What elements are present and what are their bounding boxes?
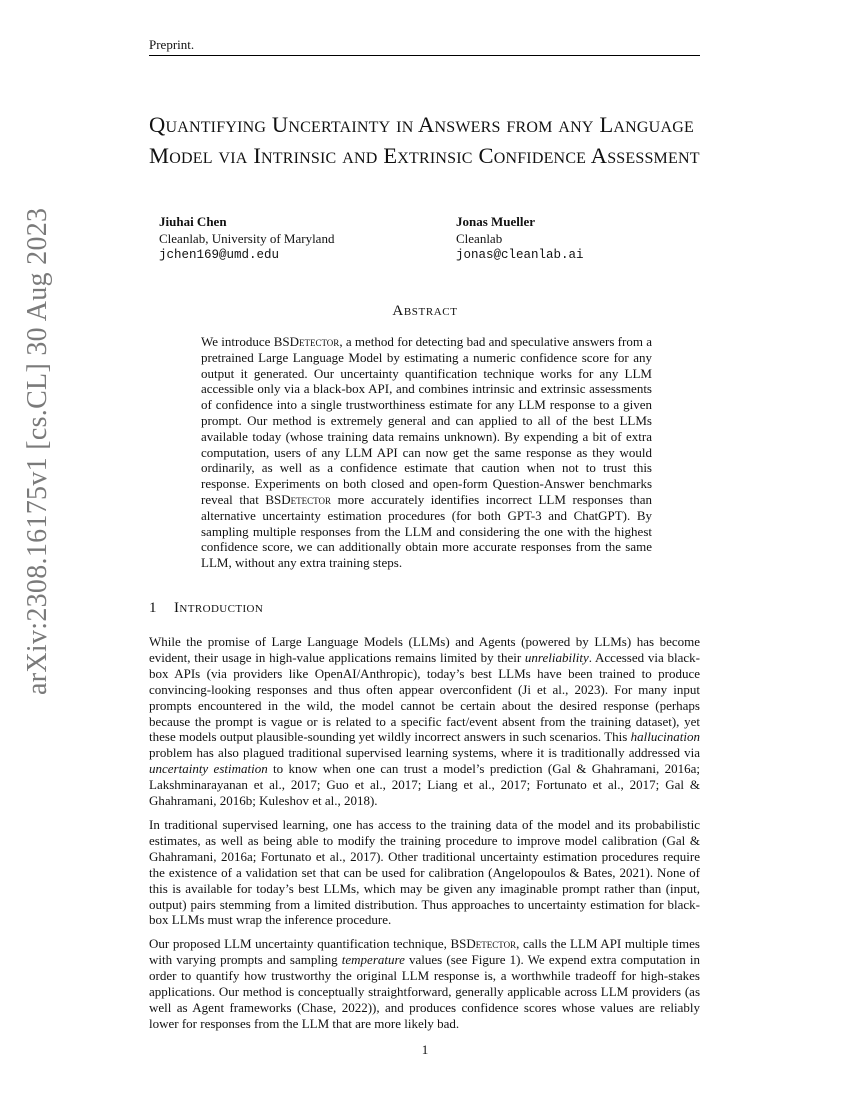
running-head: Preprint. [149,37,195,52]
body-paragraph: In traditional supervised learning, one has access to the training data of the model and its probabilistic estimates, as well as being able to modify the training procedure to improve model calibration (Gal & Ghahramani, 2016a; Fortunato et al., 2017). Other traditional uncertainty estimation procedures require the existence of a validation set that can be used for calibration (Angelopoulos & Bates, 2021). None of this is available for today’s best LLMs, which may be given any imaginable prompt rather than (input, output) pairs stemming from a limited distribution. Thus approaches to uncertainty estimation for black-box LLMs must wrap the inference procedure. [149,816,700,928]
body-paragraph: Our proposed LLM uncertainty quantification technique, BSDetector, calls the LLM API multiple times with varying prompts and sampling temperature values (see Figure 1). We expend extra computation in order to quantify how trustworthy the original LLM response is, a worthwhile tradeoff for high-stakes applications. Our method is conceptually straightforward, generally applicable across LLM providers (as well as Agent frameworks (Chase, 2022)), and produces confidence scores whose values are reliably lower for responses from the LLM that are more likely bad. [149,936,701,1031]
author-affiliation: Cleanlab, University of Maryland [159,230,335,246]
section-number: 1 [149,600,157,616]
author-email: jchen169@umd.edu [159,248,280,262]
method-name: BSDetector [273,334,340,349]
introduction-body [149,634,700,1040]
body-paragraph: While the promise of Large Language Models (LLMs) and Agents (powered by LLMs) has become evident, their usage in high-value applications remains limited by their unreliability. Accessed via black-box APIs (via providers like OpenAI/Anthropic), today’s best LLMs have been trained to produce convincing-looking responses and thus often appear overconfident (Ji et al., 2023). For many input prompts encountered in the wild, the model cannot be certain about the desired response (perhaps because the prompt is vague or is related to a specific fact/event absent from the training dataset), yet these models output plausible-sounding yet wildly incorrect answers in such scenarios. This hallucination problem has also plagued traditional supervised learning systems, where it is traditionally addressed via uncertainty estimation to know when one can trust a model’s prediction (Gal & Ghahramani, 2016a; Lakshminarayanan et al., 2017; Guo et al., 2017; Liang et al., 2017; Fortunato et al., 2017; Gal & Ghahramani, 2016b; Kuleshov et al., 2018). [149,634,700,809]
abstract-body [201,334,652,571]
author-name: Jiuhai Chen [159,214,227,229]
author-affiliation: Cleanlab [456,230,503,246]
author-block-2 [456,214,584,264]
method-name: BSDetector [450,936,517,952]
section-heading-introduction [149,600,263,617]
arxiv-identifier-stamp: arXiv:2308.16175v1 [cs.CL] 30 Aug 2023 [22,207,53,695]
abstract-heading: Abstract [392,303,458,319]
page-number: 1 [421,1042,429,1057]
abstract-paragraph: We introduce BSDetector, a method for detecting bad and speculative answers from a pretrained Large Language Model by estimating a numeric confidence score for any output it generated. Our uncertainty quantification technique works for any LLM accessible only via a black-box API, and combines intrinsic and extrinsic assessments of confidence into a single trustworthiness estimate for any LLM response to a given prompt. Our method is extremely general and can applied to all of the best LLMs available today (whose training data remains unknown). By expending a bit of extra computation, users of any LLM API can now get the same response as they would ordinarily, as well as a confidence estimate that caution when not to trust this response. Experiments on both closed and open-form Question-Answer benchmarks reveal that BSDetector more accurately identifies incorrect LLM responses than alternative uncertainty estimation procedures (for both GPT-3 and ChatGPT). By sampling multiple responses from the LLM and considering the one with the highest confidence score, we can additionally obtain more accurate responses from the same LLM, without any extra training steps. [201,334,653,571]
method-name: BSDetector [265,491,331,507]
section-title: Introduction [174,600,264,616]
author-name: Jonas Mueller [456,214,536,229]
author-block-1 [159,214,334,264]
paper-title: Quantifying Uncertainty in Answers from any Language Model via Intrinsic and Extrinsic Confidence Assessment [149,112,700,168]
header-rule [149,55,700,56]
author-email: jonas@cleanlab.ai [456,248,584,262]
